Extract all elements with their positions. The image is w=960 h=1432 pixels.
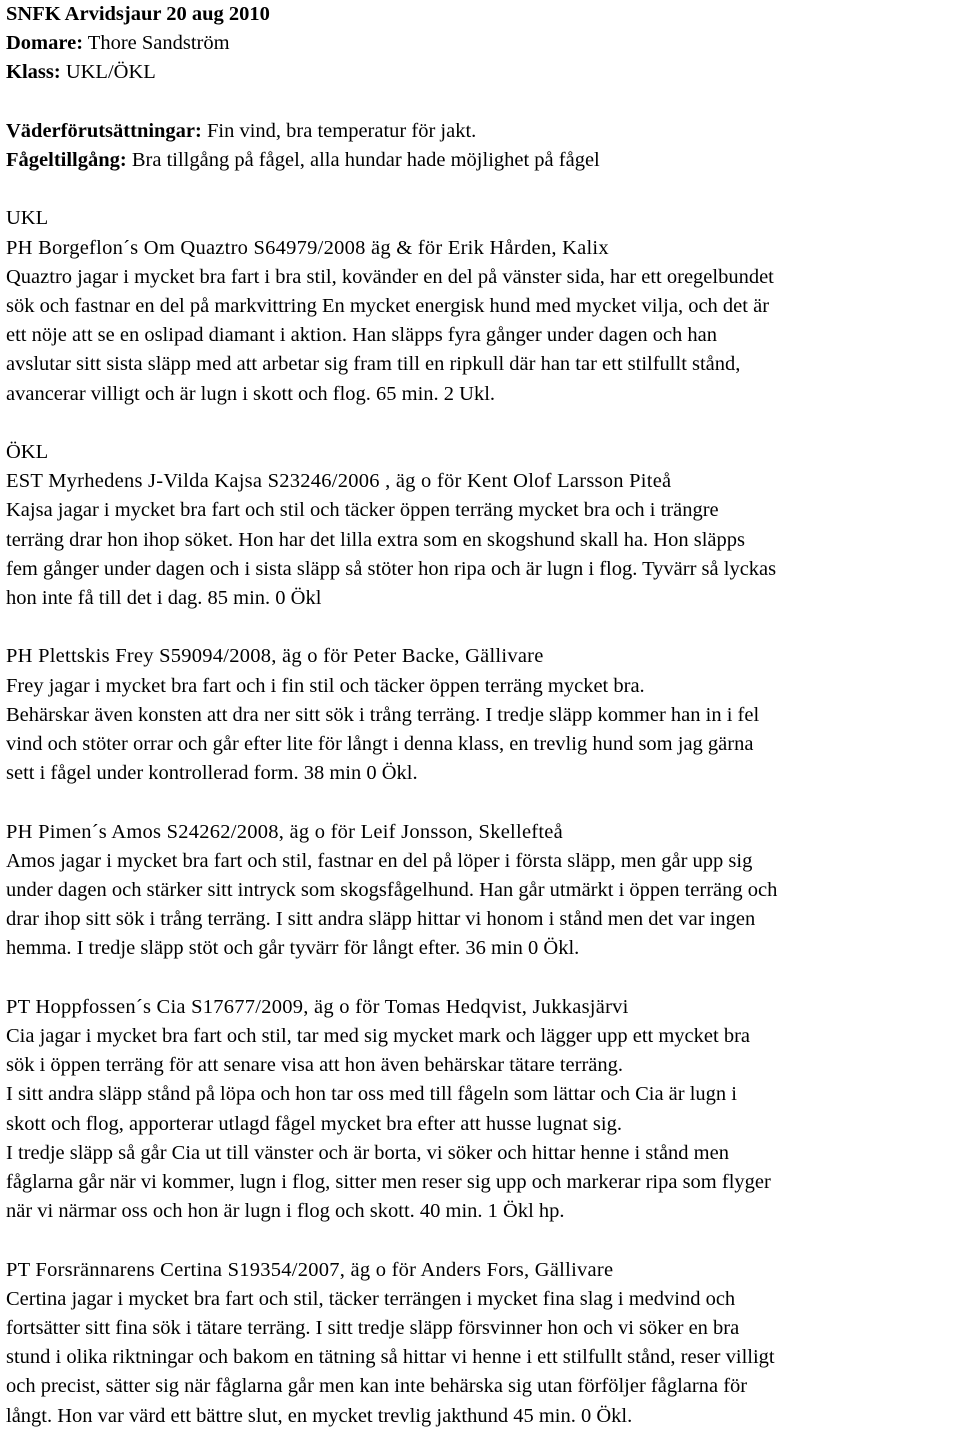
- critique-line: och precist, sätter sig när fåglarna går men kan inte behärska sig utan förföljer fåglarna för: [6, 1375, 748, 1398]
- dog-entry: [6, 993, 954, 1227]
- judge-line: [6, 29, 954, 58]
- critique-line: sett i fågel under kontrollerad form. 38 min 0 Ökl.: [6, 762, 418, 785]
- critique-line: fem gånger under dagen och i sista släpp så stöter hon ripa och är lugn i flog. Tyvärr så lyckas: [6, 557, 777, 580]
- critique-line: hon inte få till det i dag. 85 min. 0 Ökl: [6, 587, 322, 610]
- critique-line: stund i olika riktningar och bakom en tätning så hittar vi henne i ett stilfullt stånd, reser villigt: [6, 1346, 775, 1369]
- critique-line: vind och stöter orrar och går efter lite för långt i denna klass, en trevlig hund som jag gärna: [6, 733, 754, 756]
- critique-line: terräng drar hon ihop söket. Hon har det lilla extra som en skogshund skall ha. Hon släpps: [6, 528, 745, 551]
- judge-value: Thore Sandström: [83, 32, 230, 55]
- critique-line: Behärskar även konsten att dra ner sitt sök i trång terräng. I tredje släpp kommer han in i fel: [6, 703, 760, 726]
- critique-line: avslutar sitt sista släpp med att arbetar sig fram till en ripkull där han tar ett stilfullt stånd,: [6, 353, 741, 376]
- spacer: [6, 88, 954, 117]
- class-value: UKL/ÖKL: [60, 61, 156, 84]
- dog-title: PT Forsrännarens Certina S19354/2007, äg o för Anders Fors, Gällivare: [6, 1258, 614, 1281]
- page-title: SNFK Arvidsjaur 20 aug 2010: [6, 3, 270, 25]
- ukl-section: [6, 204, 954, 408]
- okl-section: [6, 438, 954, 1431]
- critique-line: långt. Hon var värd ett bättre slut, en mycket trevlig jakthund 45 min. 0 Ökl.: [6, 1404, 633, 1427]
- critique-line: Kajsa jagar i mycket bra fart och stil och täcker öppen terräng mycket bra och i trängre: [6, 499, 719, 522]
- critique-line: Amos jagar i mycket bra fart och stil, fastnar en del på löper i första släpp, men går upp sig: [6, 849, 753, 872]
- dog-entry: [6, 234, 954, 409]
- critique-line: Certina jagar i mycket bra fart och stil, täcker terrängen i mycket fina slag i medvind och: [6, 1287, 736, 1310]
- spacer: [6, 788, 954, 817]
- critique-line: skott och flog, apporterar utlagd fågel mycket bra efter att husse lugnat sig.: [6, 1112, 622, 1135]
- critique-line: när vi närmar oss och hon är lugn i flog och skott. 40 min. 1 Ökl hp.: [6, 1200, 565, 1223]
- critique-line: ett nöje att se en oslipad diamant i aktion. Han släpps fyra gånger under dagen och han: [6, 324, 718, 347]
- class-line: [6, 58, 954, 87]
- dog-entry: [6, 818, 954, 964]
- class-label: Klass:: [6, 61, 61, 84]
- critique-line: hemma. I tredje släpp stöt och går tyvärr för långt efter. 36 min 0 Ökl.: [6, 937, 580, 960]
- critique-line: under dagen och stärker sitt intryck som skogsfågelhund. Han går utmärkt i öppen terräng och: [6, 879, 778, 902]
- dog-title: PT Hoppfossen´s Cia S17677/2009, äg o för Tomas Hedqvist, Jukkasjärvi: [6, 995, 629, 1018]
- dog-title: PH Pimen´s Amos S24262/2008, äg o för Leif Jonsson, Skellefteå: [6, 820, 564, 843]
- critique-line: fåglarna går när vi kommer, lugn i flog, sitter men reser sig upp och markerar ripa som flyger: [6, 1171, 771, 1194]
- critique-line: fortsätter sitt fina sök i tätare terräng. I sitt tredje släpp försvinner hon och vi söker en bra: [6, 1317, 740, 1340]
- bird-supply-line: [6, 146, 954, 175]
- spacer: [6, 964, 954, 993]
- weather-label: Väderförutsättningar:: [6, 119, 202, 142]
- document-header: [6, 0, 954, 175]
- critique-line: sök i öppen terräng för att senare visa att hon även behärskar tätare terräng.: [6, 1054, 624, 1077]
- critique-line: Quaztro jagar i mycket bra fart i bra stil, kovänder en del på vänster sida, har ett oregelbundet: [6, 265, 774, 288]
- critique-line: drar ihop sitt sök i trång terräng. I sitt andra släpp hittar vi honom i stånd men det var ingen: [6, 908, 756, 931]
- section-heading-ukl: UKL: [6, 207, 49, 230]
- critique-line: sök och fastnar en del på markvittring En mycket energisk hund med mycket vilja, och det är: [6, 295, 770, 317]
- spacer: [6, 1226, 954, 1255]
- critique-line: Frey jagar i mycket bra fart och i fin stil och täcker öppen terräng mycket bra.: [6, 674, 645, 697]
- bird-supply-value: Bra tillgång på fågel, alla hundar hade möjlighet på fågel: [126, 149, 600, 171]
- dog-entry: [6, 467, 954, 613]
- spacer: [6, 613, 954, 642]
- critique-line: Cia jagar i mycket bra fart och stil, tar med sig mycket mark och lägger upp ett mycket bra: [6, 1025, 751, 1048]
- critique-line: I sitt andra släpp stånd på löpa och hon tar oss med till fågeln som lättar och Cia är lugn i: [6, 1083, 737, 1106]
- dog-title: PH Plettskis Frey S59094/2008, äg o för Peter Backe, Gällivare: [6, 645, 544, 668]
- dog-title: EST Myrhedens J-Vilda Kajsa S23246/2006 , äg o för Kent Olof Larsson Piteå: [6, 470, 672, 493]
- section-heading-okl: ÖKL: [6, 441, 49, 463]
- critique-line: I tredje släpp så går Cia ut till vänster och är borta, vi söker och hittar henne i stånd men: [6, 1141, 729, 1164]
- weather-line: [6, 117, 954, 146]
- critique-line: avancerar villigt och är lugn i skott och flog. 65 min. 2 Ukl.: [6, 382, 496, 405]
- weather-value: Fin vind, bra temperatur för jakt.: [201, 119, 477, 142]
- spacer: [6, 175, 954, 204]
- bird-supply-label: Fågeltillgång:: [6, 149, 127, 171]
- dog-title: PH Borgeflon´s Om Quaztro S64979/2008 äg & för Erik Hården, Kalix: [6, 236, 609, 259]
- dog-entry: [6, 642, 954, 788]
- dog-entry: [6, 1256, 954, 1431]
- judge-label: Domare:: [6, 32, 84, 55]
- spacer: [6, 409, 954, 438]
